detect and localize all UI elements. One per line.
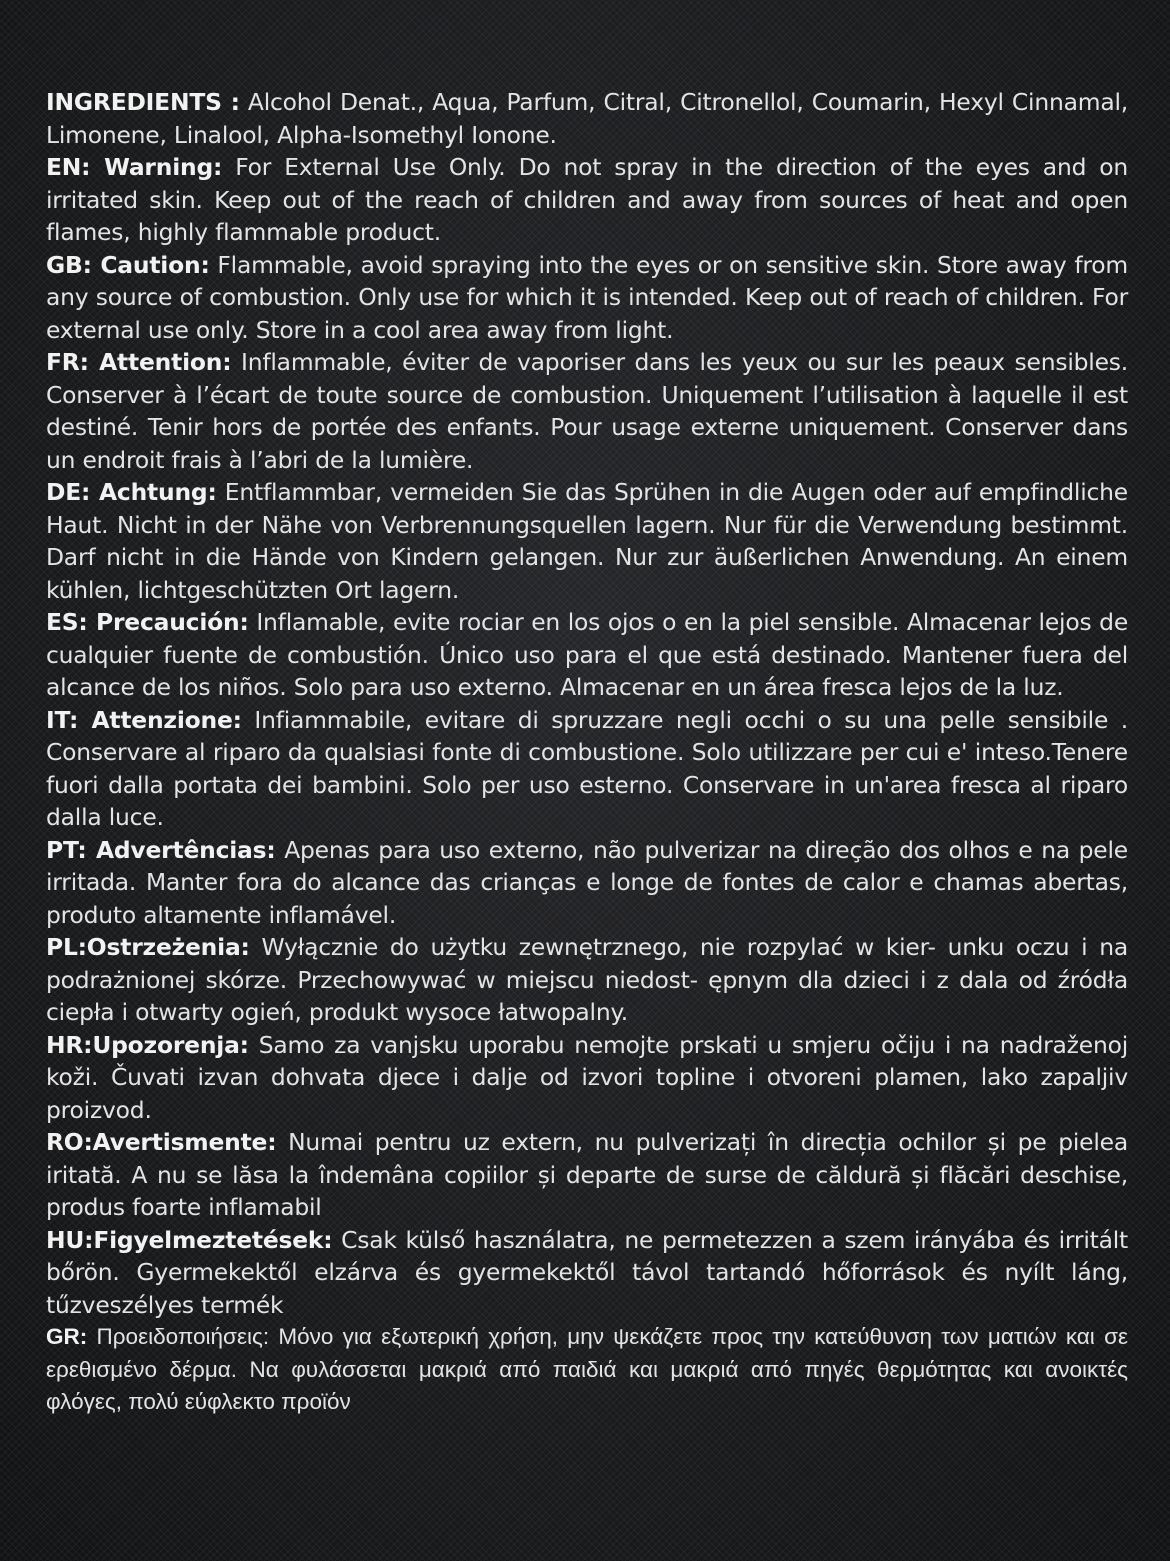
warning-it-text: Infiammabile, evitare di spruzzare negli occhi o su una pelle sensibile . Conservare al riparo da qualsiasi fonte di combustione. Solo utilizzare per cui e' inteso.Tenere fuori dalla portata dei bambini. Solo per uso esterno. Conservare in un'area fresca al riparo dalla luce. (46, 705, 1128, 831)
warning-en-paragraph (46, 151, 1128, 249)
warning-de-text: Entflammbar, vermeiden Sie das Sprühen in die Augen oder auf empfindliche Haut. Nicht in der Nähe von Verbrennungsquellen lagern. Nur für die Verwendung bestimmt. Darf nicht in die Hände von Kindern gelangen. Nur zur äußerlichen Anwendung. An einem kühlen, lichtgeschützten Ort lagern. (46, 478, 1128, 604)
warning-gb-paragraph (46, 249, 1128, 347)
warning-ro-heading: RO:Avertismente: (46, 1128, 277, 1156)
warning-fr-text: Inflammable, éviter de vaporiser dans les yeux ou sur les peaux sensibles. Conserver à l’écart de toute source de combustion. Uniquement l’utilisation à laquelle il est destiné. Tenir hors de portée des enfants. Pour usage externe uniquement. Conserver dans un endroit frais à l’abri de la lumière. (46, 348, 1128, 474)
warning-gr-text: Προειδοποιήσεις: Μόνο για εξωτερική χρήση, μην ψεκάζετε προς την κατεύθυνση των ματιών και σε ερεθισμένο δέρμα. Να φυλάσσεται μακριά από παιδιά και μακριά από πηγές θερμότητας και ανοικτές φλόγες, πολύ εύφλεκτο προϊόν (46, 1324, 1128, 1414)
ingredients-heading: INGREDIENTS : (46, 88, 240, 116)
warning-hr-text: Samo za vanjsku uporabu nemojte prskati u smjeru očiju i na nadraženoj koži. Čuvati izvan dohvata djece i dalje od izvori topline i otvoreni plamen, lako zapaljiv proizvod. (46, 1030, 1128, 1124)
warning-ro-text: Numai pentru uz extern, nu pulverizați în direcția ochilor și pe pielea iritată. A nu se lăsa la îndemâna copiilor și departe de surse de căldură și flăcări deschise, produs foarte inflamabil (46, 1128, 1128, 1221)
warning-ro-paragraph (46, 1126, 1128, 1224)
warning-pl-text: Wyłącznie do użytku zewnętrznego, nie rozpylać w kier- unku oczu i na podrażnionej skórze. Przechowywać w miejscu niedost- ępnym dla dzieci i z dala od źródła ciepła i otwarty ogień, produkt wysoce łatwopalny. (46, 933, 1128, 1026)
warning-en-text: For External Use Only. Do not spray in the direction of the eyes and on irritated skin. Keep out of the reach of children and away from sources of heat and open flames, highly flammable product. (46, 153, 1128, 246)
warning-hr-paragraph (46, 1029, 1128, 1127)
warning-pl-heading: PL:Ostrzeżenia: (46, 933, 250, 961)
warning-gr-paragraph (46, 1321, 1128, 1419)
warning-es-paragraph (46, 606, 1128, 704)
warning-gr-heading: GR: (46, 1324, 88, 1349)
warning-hr-heading: HR:Upozorenja: (46, 1030, 249, 1059)
warning-hu-text: Csak külső használatra, ne permetezzen a szem irányába és irritált bőrön. Gyermekektől elzárva és gyermekektől távol tartandó hőforrások és nyílt láng, tűzveszélyes termék (46, 1225, 1128, 1319)
ingredients-paragraph (46, 86, 1128, 151)
warning-fr-paragraph (46, 346, 1128, 476)
product-label-text (46, 86, 1128, 1419)
warning-es-text: Inflamable, evite rociar en los ojos o en la piel sensible. Almacenar lejos de cualquier fuente de combustión. Único uso para el que está destinado. Mantener fuera del alcance de los niños. Solo para uso externo. Almacenar en un área fresca lejos de la luz. (46, 608, 1129, 701)
warning-de-heading: DE: Achtung: (46, 478, 217, 506)
warning-pl-paragraph (46, 931, 1128, 1029)
warning-hu-paragraph (46, 1224, 1128, 1322)
warning-es-heading: ES: Precaución: (46, 608, 249, 636)
warning-hu-heading: HU:Figyelmeztetések: (46, 1225, 333, 1254)
warning-it-paragraph (46, 704, 1128, 834)
warning-en-heading: EN: Warning: (46, 153, 223, 181)
warning-pt-paragraph (46, 834, 1128, 932)
warning-gb-heading: GB: Caution: (46, 250, 210, 279)
warning-pt-text: Apenas para uso externo, não pulverizar na direção dos olhos e na pele irritada. Manter fora do alcance das crianças e longe de fontes de calor e chamas abertas, produto altamente inflamável. (46, 835, 1128, 929)
warning-gb-text: Flammable, avoid spraying into the eyes or on sensitive skin. Store away from any source of combustion. Only use for which it is intended. Keep out of reach of children. For external use only. Store in a cool area away from light. (46, 250, 1128, 344)
warning-de-paragraph (46, 476, 1128, 606)
warning-fr-heading: FR: Attention: (46, 348, 232, 376)
ingredients-list: Alcohol Denat., Aqua, Parfum, Citral, Citronellol, Coumarin, Hexyl Cinnamal, Limonene, Linalool, Alpha-Isomethyl Ionone. (46, 88, 1128, 149)
warning-pt-heading: PT: Advertências: (46, 835, 276, 864)
warning-it-heading: IT: Attenzione: (46, 705, 242, 734)
